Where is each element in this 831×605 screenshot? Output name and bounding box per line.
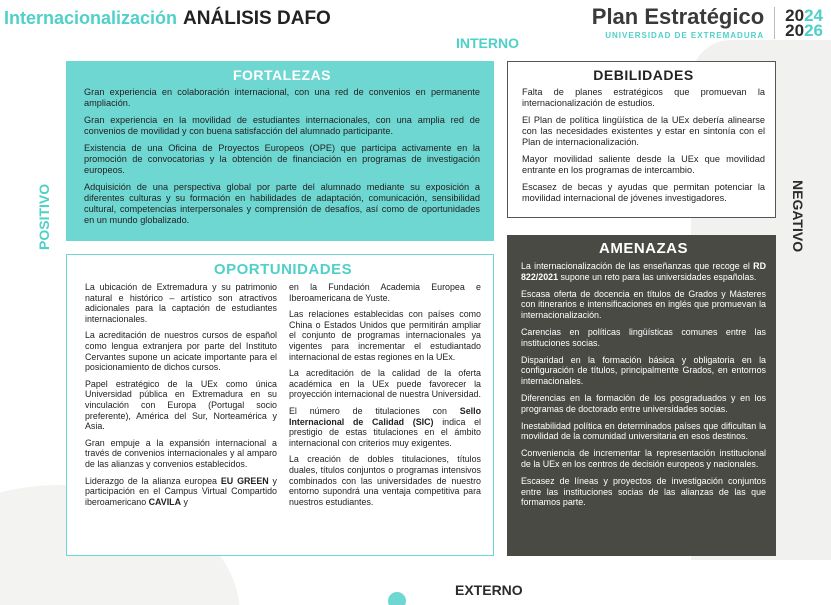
plan-title: Plan Estratégico (591, 4, 765, 29)
debilidades-box (507, 61, 776, 218)
oportunidades-item: Papel estratégico de la UEx como única Universidad pública en Extremadura en su vinculación con Europa (Portugal socio preferente), América del Sur, Norteamérica y Asia. (85, 378, 277, 432)
oportunidades-column-right (289, 282, 481, 513)
oportunidades-column-left (85, 282, 277, 513)
axis-interno: INTERNO (456, 35, 519, 51)
year-start-prefix: 20 (785, 6, 805, 25)
liderazgo-text-mid: y participación en el Campus Virtual Compartido iberoamericano (85, 475, 277, 507)
oportunidades-columns (85, 282, 481, 513)
axis-externo: EXTERNO (455, 582, 523, 598)
debilidades-item: Escasez de becas y ayudas que permitan potenciar la movilidad internacional de jóvenes investigadores. (522, 182, 765, 203)
year-start-suffix: 24 (804, 6, 823, 25)
debilidades-title: DEBILIDADES (593, 67, 694, 83)
debilidades-item: Falta de planes estratégicos que promuevan la internacionalización de estudios. (522, 87, 765, 108)
fortalezas-box (66, 61, 494, 241)
cavila-label: CAVILA (148, 496, 182, 507)
amenazas-item: Diferencias en la formación de los posgraduados y en los programas de doctorado entre universidades socias. (521, 392, 766, 414)
liderazgo-text: Liderazgo de la alianza europea (85, 475, 221, 486)
years-badge (785, 8, 823, 38)
debilidades-item: Mayor movilidad saliente desde la UEx que movilidad entrante en los programas de intercambio. (522, 154, 765, 175)
oportunidades-item: en la Fundación Academia Europea e Iberoamericana de Yuste. (289, 282, 481, 303)
year-end-prefix: 20 (785, 21, 805, 40)
sello-text-end: indica el prestigio de estas titulaciones en el ámbito internacional con criterios muy exigentes. (289, 416, 481, 448)
fortalezas-item: Adquisición de una perspectiva global por parte del alumnado mediante su exposición a diferentes culturas y su formación en habilidades de adaptación, comunicación, sensibilidad cultural, competencias interpersonales y comprensión de desafíos, así como de oportunidades en un mundo globalizado. (84, 182, 480, 225)
plan-branding (592, 6, 823, 40)
rd-text: La internacionalización de las enseñanzas que recoge el (521, 261, 754, 271)
sello-text: El número de titulaciones con (289, 405, 460, 416)
rd-text-end: supone un reto para las universidades españolas. (558, 271, 757, 282)
oportunidades-item: La creación de dobles titulaciones, títulos duales, títulos conjuntos o programas intensivos combinados con las universidades de nuestro entorno supondrá una ventaja competitiva para nuestros estudiantes. (289, 454, 481, 507)
oportunidades-item: Gran empuje a la expansión internacional a través de convenios internacionales y al amparo de las alianzas y convenios establecidos. (85, 437, 277, 469)
oportunidades-item: Las relaciones establecidas con países como China o Estados Unidos que permitirán ampliar el conjunto de programas internacionales ya vigentes para incrementar el estudiantado internacional de estas regiones en la UEx. (289, 309, 481, 362)
liderazgo-text-end: y (181, 496, 188, 507)
oportunidades-item-liderazgo (85, 476, 277, 508)
rd-label: RD 822/2021 (521, 261, 766, 282)
oportunidades-item-sello (289, 406, 481, 448)
section-title: Internacionalización (4, 8, 178, 28)
plan-logo (592, 6, 764, 40)
fortalezas-item: Gran experiencia en la movilidad de estudiantes internacionales, con una amplia red de convenios de movilidad y con buena satisfacción del alumnado participante. (84, 115, 480, 136)
branding-divider (774, 7, 775, 39)
oportunidades-title: OPORTUNIDADES (213, 261, 353, 278)
amenazas-item: Disparidad en la formación básica y obligatoria en la configuración de títulos, principalmente Grados, en entornos internacionales. (521, 354, 766, 387)
amenazas-box (507, 235, 776, 556)
sello-label: Sello Internacional de Calidad (SIC) (289, 405, 481, 427)
eu-green-label: EU GREEN (220, 475, 269, 486)
amenazas-item: Escasa oferta de docencia en títulos de Grados y Másteres con itinerarios e intensificaciones en inglés que promuevan la internacionalización. (521, 288, 766, 321)
axis-negativo: NEGATIVO (790, 180, 806, 253)
fortalezas-item: Existencia de una Oficina de Proyectos Europeos (OPE) que participa activamente en la promoción de convocatorias y la obtención de financiación en programas de investigación europeos. (84, 143, 480, 175)
fortalezas-item: Gran experiencia en colaboración internacional, con una red de convenios en permanente ampliación. (84, 87, 480, 108)
amenazas-item: Escasez de líneas y proyectos de investigación conjuntos entre las instituciones socias de las alianzas de las que formamos parte. (521, 475, 766, 508)
amenazas-item: Carencias en políticas lingüísticas comunes entre las instituciones socias. (521, 326, 766, 348)
oportunidades-item: La acreditación de nuestros cursos de español como lengua extranjera por parte del Instituto Cervantes supone un acicate importante para el posicionamiento de dichos cursos. (85, 330, 277, 373)
page-title: ANÁLISIS DAFO (183, 8, 331, 29)
year-end-suffix: 26 (804, 21, 823, 40)
amenazas-item-rd (521, 261, 766, 283)
oportunidades-item: La acreditación de la calidad de la oferta académica en la UEx puede favorecer la proyección internacional de nuestra Universidad. (289, 368, 481, 400)
amenazas-item: Conveniencia de incrementar la representación institucional de la UEx en los centros de decisión europeos y nacionales. (521, 448, 766, 469)
plan-subtitle: UNIVERSIDAD DE EXTREMADURA (605, 31, 765, 40)
amenazas-title: AMENAZAS (599, 240, 688, 257)
amenazas-item: Inestabilidad política en determinados países que dificultan la movilidad de la comunidad universitaria en esos destinos. (521, 420, 766, 442)
debilidades-item: El Plan de política lingüística de la UEx debería alinearse con las necesidades existentes y estar en sintonía con el Plan de internacionalización. (522, 115, 765, 147)
page-header (4, 8, 331, 30)
axis-positivo: POSITIVO (36, 183, 52, 250)
decorative-dot (388, 592, 406, 605)
oportunidades-item: La ubicación de Extremadura y su patrimonio natural e histórico – artístico son atractivos adicionales para la captación de estudiantes internacionales. (85, 282, 277, 324)
oportunidades-box (66, 254, 494, 556)
fortalezas-title: FORTALEZAS (232, 67, 332, 83)
